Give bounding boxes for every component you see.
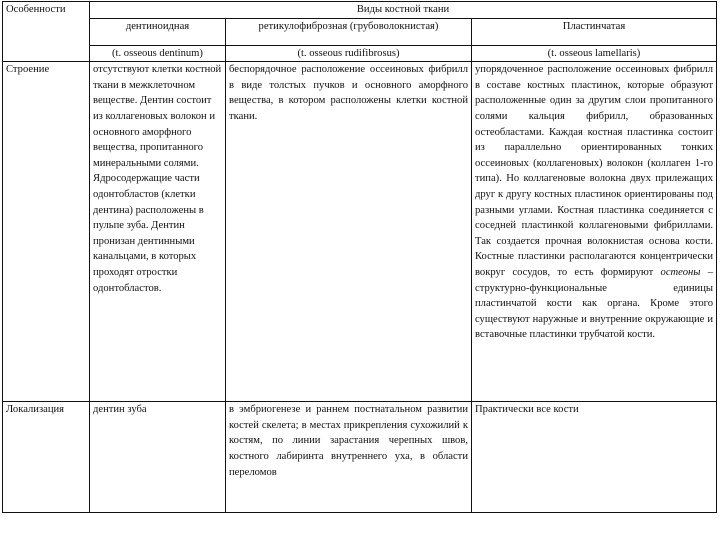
structure-reticulo-cell: беспорядочное расположение оссеиновых фибрилл в виде толстых пучков и основного аморфного вещества, в котором расположены клетки костной ткани. [226, 62, 472, 402]
structure-row [3, 62, 717, 402]
structure-label-cell: Строение [3, 62, 90, 402]
latin-reticulo-cell: (t. osseous rudifibrosus) [226, 45, 472, 62]
structure-dentin-cell: отсутствуют клетки костной ткани в межклеточном веществе. Дентин состоит из коллагеновых волокон и основного аморфного вещества, пропитанного минеральными солями. Ядросодержащие части одонтобластов (клетки дентина) расположены в пульпе зуба. Дентин пронизан дентинными канальцами, в которых проходят отростки одонтобластов. [90, 62, 226, 402]
localization-row [3, 402, 717, 513]
header-lamellar-cell: Пластинчатая [472, 18, 717, 45]
structure-lamellar-text-1: упорядоченное расположение оссеиновых фибрилл в составе костных пластинок, которые образуют расположенные один за другим слои пропитанного солями кальция фибрилл, образованных остеобластами. Каждая костная пластинка состоит из параллельно ориентированных тонких оссеиновых (коллагеновых) волокон (коллаген 1-го типа). Но коллагеновые волокна двух прилежащих друг к другу костных пластинок ориентированы под разными углами. Костная пластинка соединяется с соседней пластинкой коллагеновыми фибриллами. Так создается прочная волокнистая основа кости. Костные пластинки располагаются концентрически вокруг сосудов, то есть формируют [475, 64, 714, 278]
latin-lamellar-cell: (t. osseous lamellaris) [472, 45, 717, 62]
osteon-term: остеоны [660, 266, 701, 278]
bone-tissue-table [2, 1, 717, 513]
header-reticulo-cell: ретикулофиброзная (грубоволокнистая) [226, 18, 472, 45]
structure-lamellar-cell [472, 62, 717, 402]
header-row-2 [3, 18, 717, 45]
structure-lamellar-text-2: – структурно-функциональные единицы пластинчатой кости как органа. Кроме этого существуют наружные и внутренние окружающие и вставочные пластинки трубчатой кости. [475, 266, 714, 341]
header-row-1 [3, 2, 717, 19]
localization-reticulo-cell: в эмбриогенезе и раннем постнатальном развитии костей скелета; в местах прикрепления сухожилий к костям, по линии зарастания черепных швов, костного лабиринта внутреннего уха, в области переломов [226, 402, 472, 513]
header-features-cell: Особенности [3, 2, 90, 62]
header-dentin-cell: дентиноидная [90, 18, 226, 45]
header-row-3 [3, 45, 717, 62]
localization-lamellar-cell: Практически все кости [472, 402, 717, 513]
header-types-cell: Виды костной ткани [90, 2, 717, 19]
localization-label-cell: Локализация [3, 402, 90, 513]
localization-dentin-cell: дентин зуба [90, 402, 226, 513]
latin-dentin-cell: (t. osseous dentinum) [90, 45, 226, 62]
